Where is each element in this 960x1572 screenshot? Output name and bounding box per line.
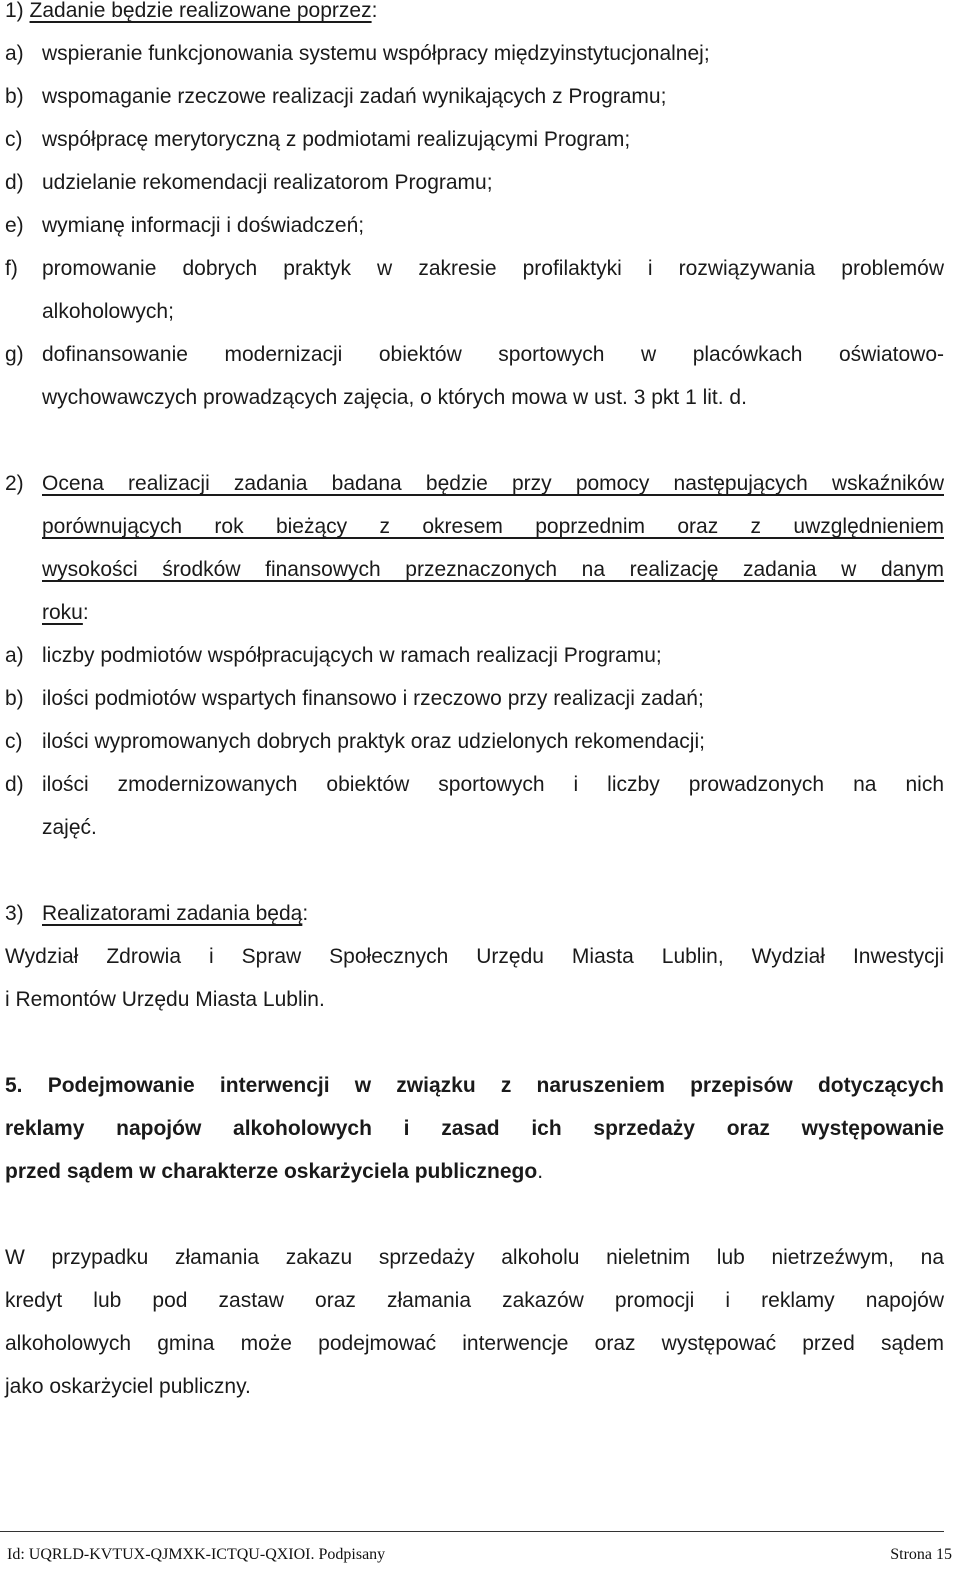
list-item: a) wspieranie funkcjonowania systemu współpracy międzyinstytucjonalnej; (5, 42, 710, 65)
list-item: c) ilości wypromowanych dobrych praktyk oraz udzielonych rekomendacji; (5, 730, 705, 753)
list-item: d) udzielanie rekomendacji realizatorom Programu; (5, 171, 493, 194)
paragraph-line: jako oskarżyciel publiczny. (5, 1375, 251, 1398)
list-item-continuation: wychowawczych prowadzących zajęcia, o których mowa w ust. 3 pkt 1 lit. d. (42, 386, 747, 409)
document-id: Id: UQRLD-KVTUX-QJMXK-ICTQU-QXIOI. Podpisany (7, 1546, 386, 1563)
list-item: a) liczby podmiotów współpracujących w ramach realizacji Programu; (5, 644, 662, 667)
list-item-continuation: alkoholowych; (42, 300, 174, 323)
list-item: d) ilości zmodernizowanych obiektów sportowych i liczby prowadzonych na nich (5, 773, 944, 796)
section5-heading: przed sądem w charakterze oskarżyciela publicznego. (5, 1160, 544, 1183)
section2-heading-line: porównujących rok bieżący z okresem poprzednim oraz z uwzględnieniem (42, 515, 944, 538)
paragraph-line: Wydział Zdrowia i Spraw Społecznych Urzędu Miasta Lublin, Wydział Inwestycji (5, 945, 944, 968)
section2-heading: 2) Ocena realizacji zadania badana będzie przy pomocy następujących wskaźników (5, 472, 944, 495)
page-number: Strona 15 (890, 1546, 952, 1563)
paragraph-line: W przypadku złamania zakazu sprzedaży alkoholu nieletnim lub nietrzeźwym, na (5, 1246, 944, 1269)
paragraph-line: alkoholowych gmina może podejmować interwencje oraz występować przed sądem (5, 1332, 944, 1355)
list-item: f) promowanie dobrych praktyk w zakresie profilaktyki i rozwiązywania problemów (5, 257, 944, 280)
list-item: g) dofinansowanie modernizacji obiektów sportowych w placówkach oświatowo- (5, 343, 944, 366)
section5-heading: 5. Podejmowanie interwencji w związku z naruszeniem przepisów dotyczących (5, 1074, 944, 1097)
section2-heading-line: wysokości środków finansowych przeznaczonych na realizację zadania w danym (42, 558, 944, 581)
paragraph-line: i Remontów Urzędu Miasta Lublin. (5, 988, 325, 1011)
list-item: c) współpracę merytoryczną z podmiotami realizującymi Program; (5, 128, 631, 151)
section3-heading: 3) Realizatorami zadania będą: (5, 902, 309, 925)
list-item: e) wymianę informacji i doświadczeń; (5, 214, 365, 237)
footer-divider (0, 1531, 944, 1532)
section2-heading-line: roku: (42, 601, 89, 624)
section5-heading: reklamy napojów alkoholowych i zasad ich sprzedaży oraz występowanie (5, 1117, 944, 1140)
list-item: b) wspomaganie rzeczowe realizacji zadań wynikających z Programu; (5, 85, 667, 108)
paragraph-line: kredyt lub pod zastaw oraz złamania zakazów promocji i reklamy napojów (5, 1289, 944, 1312)
list-item: b) ilości podmiotów wspartych finansowo i rzeczowo przy realizacji zadań; (5, 687, 704, 710)
section1-heading-text: Zadanie będzie realizowane poprzez (29, 0, 372, 22)
section1-heading: 1) Zadanie będzie realizowane poprzez: (5, 0, 378, 22)
page-footer (7, 1545, 952, 1565)
list-item-continuation: zajęć. (42, 816, 97, 839)
